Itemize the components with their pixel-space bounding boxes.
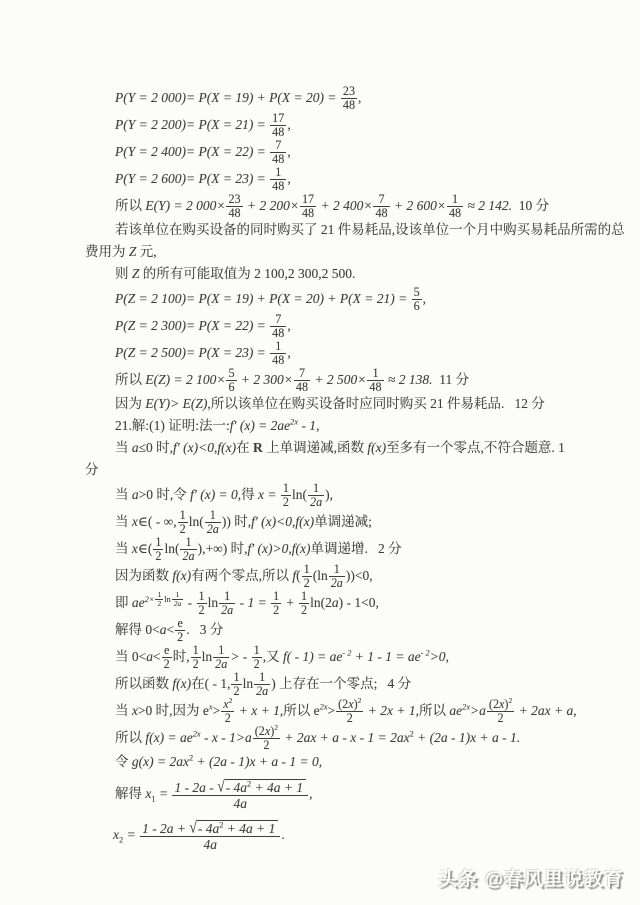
doc-line-13: 因为 E(Y)> E(Z),所以该单位在购买设备时应同时购买 21 件易耗品. 12 分 xyxy=(115,396,545,411)
watermark xyxy=(438,864,624,891)
doc-line-18: 当 x∈( - ∞, $\frac{1}{2}$ ln( $\frac{1}{2a}$ )) 时,f′ (x)<0,f(x)单调递减; xyxy=(115,507,372,537)
doc-line-7: 费用为 Z 元, xyxy=(85,244,157,259)
watermark-text: 头条 @春风里说教育 xyxy=(438,869,624,890)
doc-line-17: 当 a>0 时,令 f′ (x) = 0,得 x = $\frac{1}{2}$ ln( $\frac{1}{2a}$ ), xyxy=(115,480,334,510)
doc-line-2: P(Y = 2 200)= P(X = 21) = $\frac{17}{48}$ , xyxy=(115,110,291,140)
doc-line-15: 当 a≤0 时,f′ (x)<0,f(x)在 R 上单调递减,函数 f(x)至多有一个零点,不符合题意. 1 xyxy=(115,440,565,455)
doc-line-22: 解得 0<a< $\frac{e}{2}$ . 3 分 xyxy=(115,615,224,645)
doc-line-10: P(Z = 2 300)= P(X = 22) = $\frac{7}{48}$ , xyxy=(115,311,291,341)
doc-line-14: 21.解:(1) 证明:法一:f′ $(x) = 2ae^{2x} - 1$, xyxy=(115,417,320,433)
doc-line-19: 当 x∈( $\frac{1}{2}$ ln( $\frac{1}{2a}$ ),+∞) 时,f′ (x)>0,f(x)单调递增. 2 分 xyxy=(115,534,402,564)
doc-line-21: 即 $ae^{2\times \frac{1}{2} ln \frac{1}{2a}}$ - $\frac{1}{2}$ ln $\frac{1}{2a}$ - 1 = $\frac{1}{2}$ + $\frac{1}{2}$ ln(2a) - 1<0, xyxy=(115,588,379,618)
doc-line-16: 分 xyxy=(85,462,99,477)
doc-line-1: P(Y = 2 000)= P(X = 19) + P(X = 20) = $\frac{23}{48}$ , xyxy=(115,83,362,113)
doc-line-20: 因为函数 f(x)有两个零点,所以 f( $\frac{1}{2}$ (ln $\frac{1}{2a}$ ))<0, xyxy=(115,561,373,591)
doc-line-3: P(Y = 2 400)= P(X = 22) = $\frac{7}{48}$ , xyxy=(115,137,291,167)
doc-line-28: 解得 $x_1$ = $\frac{1 - 2a - √- 4a^2 + 4a + 1}{4a}$ , xyxy=(115,776,313,811)
doc-line-4: P(Y = 2 600)= P(X = 23) = $\frac{1}{48}$ , xyxy=(115,164,291,194)
doc-line-9: P(Z = 2 100)= P(X = 19) + P(X = 20) + P(X = 21) = $\frac{5}{6}$ , xyxy=(115,284,427,314)
doc-line-23: 当 0<a< $\frac{e}{2}$ 时, $\frac{1}{2}$ ln $\frac{1}{2a}$ > - $\frac{1}{2}$ ,又 $f( - 1) = ae^{- 2} + 1 - 1 = ae^{- 2}>0$, xyxy=(115,642,449,672)
doc-line-25: 当 x>0 时,因为 $e^x>$ $\frac{x^2}{2}$ + x + 1,所以 $e^{2x}>$ $\frac{(2x)^2}{2}$ + 2x + 1,所以 $ae^{2x}>a$ $\frac{(2x)^2}{2}$ + 2ax + a, xyxy=(115,695,577,726)
doc-line-29: $x_2$ = $\frac{1 - 2a + √- 4a^2 + 4a + 1}{4a}$ . xyxy=(113,817,285,852)
doc-line-6: 若该单位在购买设备的同时购买了 21 件易耗品,设该单位一个月中购买易耗品所需的总 xyxy=(115,222,625,237)
doc-line-24: 所以函数 f(x)在( - 1, $\frac{1}{2}$ ln $\frac{1}{2a}$ ) 上存在一个零点; 4 分 xyxy=(115,669,412,699)
doc-line-12: 所以 E(Z) = 2 100× $\frac{5}{6}$ + 2 300× $\frac{7}{48}$ + 2 500× $\frac{1}{48}$ ≈ 2 138. 11 分 xyxy=(115,365,470,395)
doc-line-26: 所以 $f(x) = ae^{2x} - x - 1>a$ $\frac{(2x)^2}{2}$ + $2ax + a - x - 1 = 2ax^2 + (2a - 1)x + a - 1$. xyxy=(115,722,521,753)
doc-line-11: P(Z = 2 500)= P(X = 23) = $\frac{1}{48}$ , xyxy=(115,338,291,368)
doc-line-5: 所以 E(Y) = 2 000× $\frac{23}{48}$ + 2 200× $\frac{17}{48}$ + 2 400× $\frac{7}{48}$ + 2 600× $\frac{1}{48}$ ≈ 2 142. 10 分 xyxy=(115,191,550,221)
doc-line-8: 则 Z 的所有可能取值为 2 100,2 300,2 500. xyxy=(115,266,356,281)
doc-line-27: 令 $g(x) = 2ax^2 + (2a - 1)x + a - 1 = 0$, xyxy=(115,753,323,769)
